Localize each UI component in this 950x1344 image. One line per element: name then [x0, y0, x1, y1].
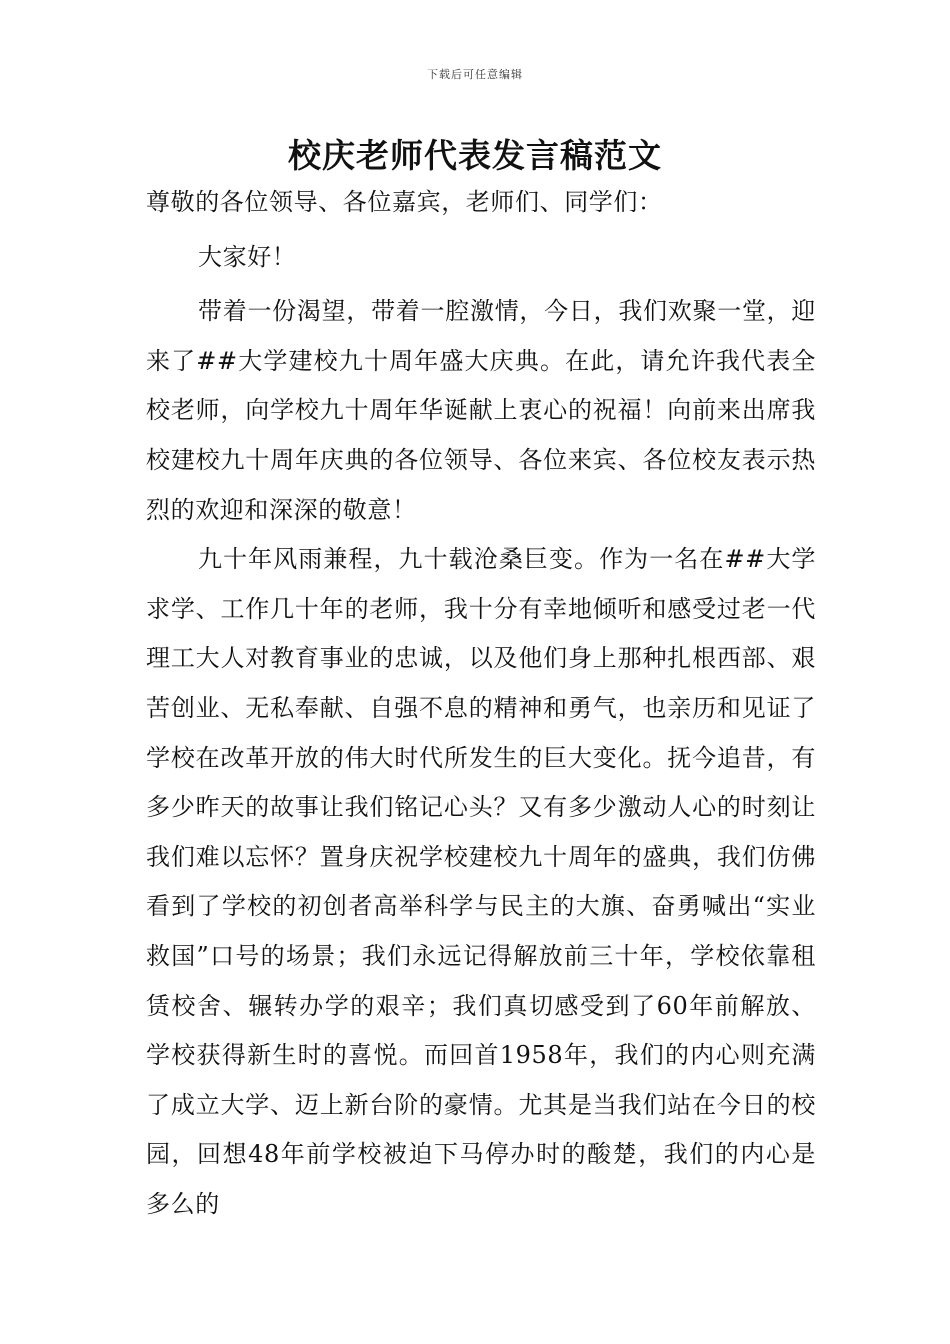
header-note: 下载后可任意编辑	[427, 68, 523, 81]
paragraph-2: 九十年风雨兼程，九十载沧桑巨变。作为一名在##大学求学、工作几十年的老师，我十分有幸地倾听和感受过老一代理工大人对教育事业的忠诚，以及他们身上那种扎根西部、艰苦创业、无私奉献、自强不息的精神和勇气，也亲历和见证了学校在改革开放的伟大时代所发生的巨大变化。抚今追昔，有多少昨天的故事让我们铭记心头？又有多少激动人心的时刻让我们难以忘怀？置身庆祝学校建校九十周年的盛典，我们仿佛看到了学校的初创者高举科学与民主的大旗、奋勇喊出“实业救国”口号的场景；我们永远记得解放前三十年，学校依靠租赁校舍、辗转办学的艰辛；我们真切感受到了60年前解放、学校获得新生时的喜悦。而回首1958年，我们的内心则充满了成立大学、迈上新台阶的豪情。尤其是当我们站在今日的校园，回想48年前学校被迫下马停办时的酸楚，我们的内心是多么的	[146, 545, 816, 1218]
salutation: 尊敬的各位领导、各位嘉宾，老师们、同学们：	[146, 188, 663, 216]
document-title: 校庆老师代表发言稿范文	[288, 136, 662, 175]
greeting: 大家好！	[198, 242, 297, 271]
document-body	[146, 178, 816, 1229]
paragraph-1: 带着一份渴望，带着一腔激情，今日，我们欢聚一堂，迎来了##大学建校九十周年盛大庆典。在此，请允许我代表全校老师，向学校九十周年华诞献上衷心的祝福！向前来出席我校建校九十周年庆典的各位领导、各位来宾、各位校友表示热烈的欢迎和深深的敬意！	[146, 297, 816, 524]
